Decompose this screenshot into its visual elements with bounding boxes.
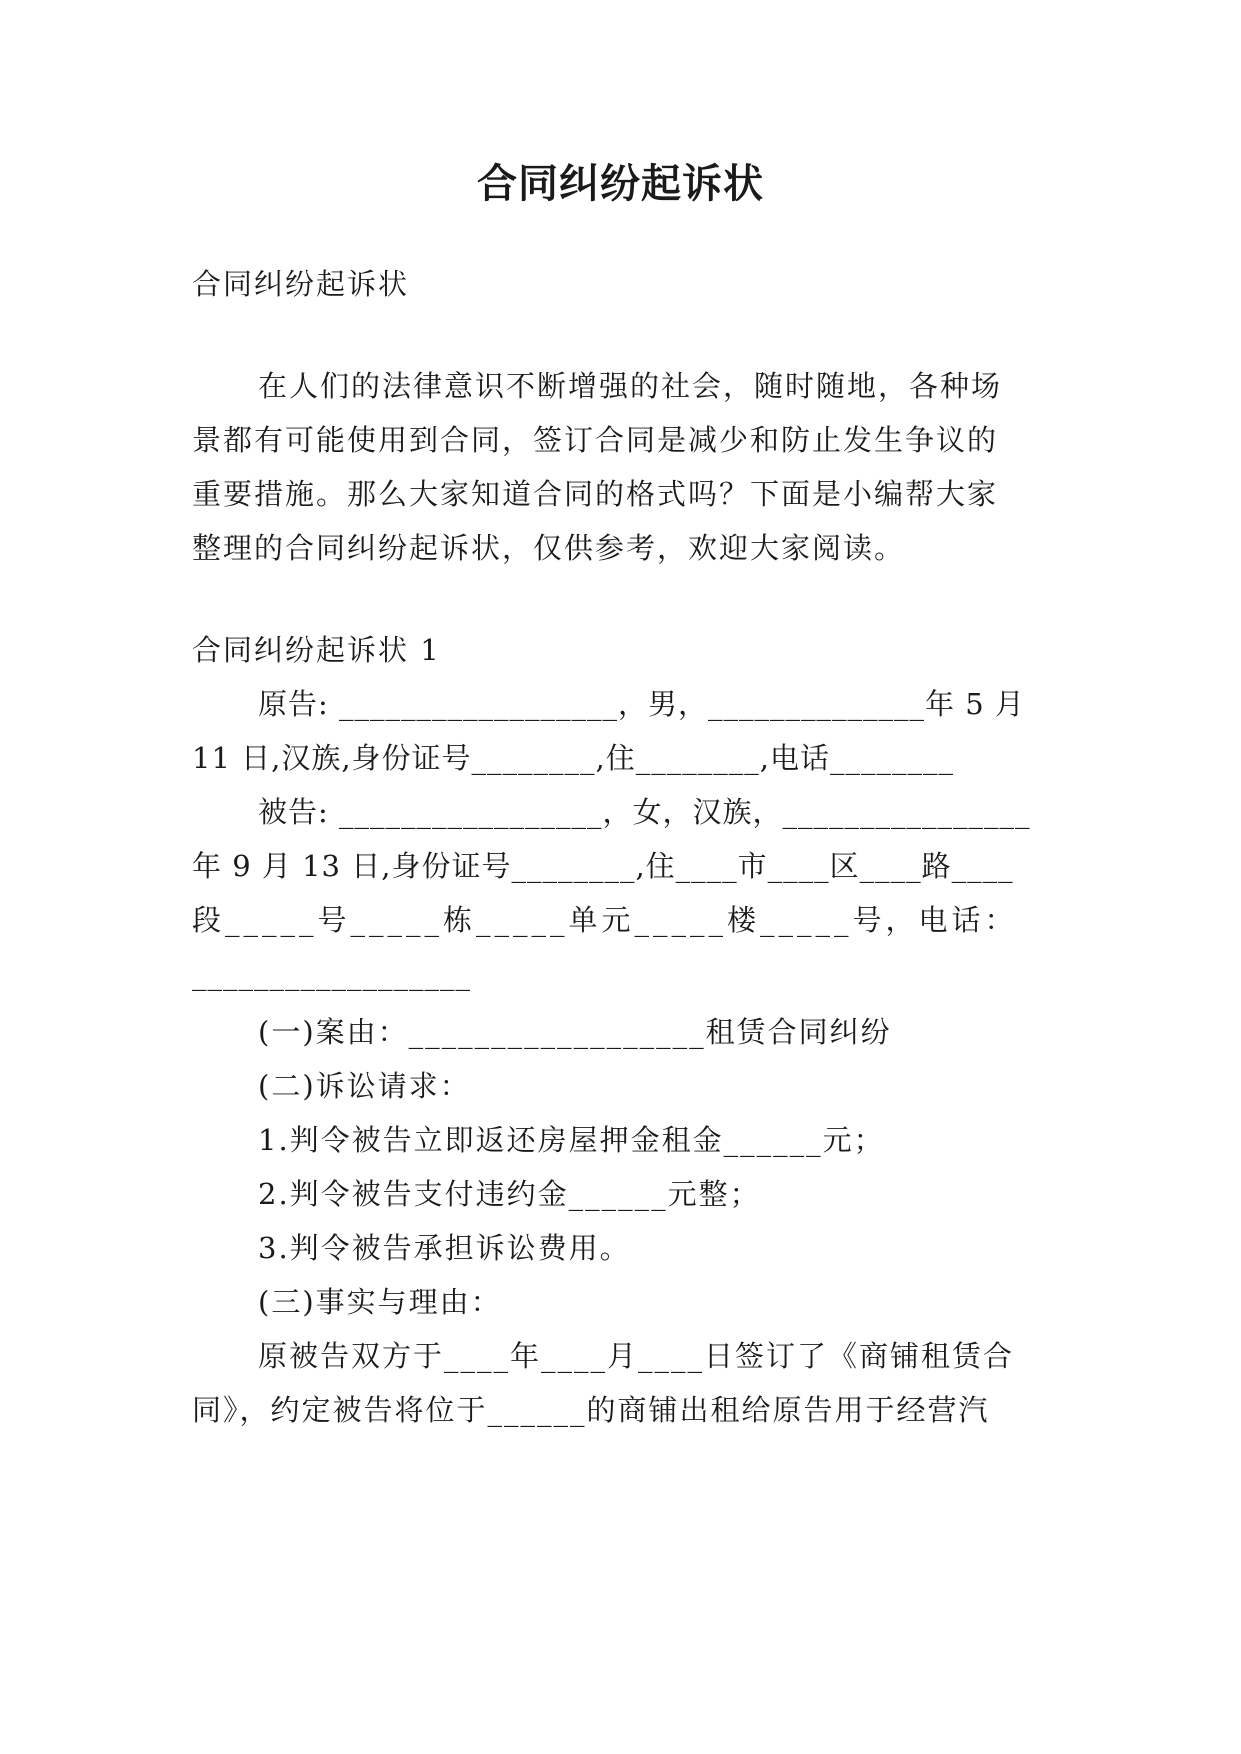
intro-line-2: 景都有可能使用到合同，签订合同是减少和防止发生争议的	[192, 423, 999, 457]
case-cause: (一)案由：__________________租赁合同纠纷	[258, 1015, 892, 1049]
claim-item-2: 2.判令被告支付违约金______元整；	[258, 1177, 761, 1211]
intro-line-1: 在人们的法律意识不断增强的社会，随时随地，各种场	[258, 369, 1003, 403]
claim-item-3: 3.判令被告承担诉讼费用。	[258, 1231, 631, 1265]
defendant-line-4: __________________	[192, 957, 471, 991]
plaintiff-line-2: 11 日,汉族,身份证号________,住________,电话________	[192, 741, 954, 775]
plaintiff-line-1: 原告: __________________，男，______________年 5 月	[258, 687, 1025, 721]
section-heading: 合同纠纷起诉状 1	[192, 633, 441, 667]
facts-line-2: 同》，约定被告将位于______的商铺出租给原告用于经营汽	[192, 1393, 990, 1427]
document-title: 合同纠纷起诉状	[477, 161, 764, 207]
defendant-line-1: 被告: _________________，女，汉族，________________	[258, 795, 1031, 829]
document-subtitle: 合同纠纷起诉状	[192, 267, 410, 301]
intro-line-3: 重要措施。那么大家知道合同的格式吗？下面是小编帮大家	[192, 477, 999, 511]
defendant-line-3: 段_____号_____栋_____单元_____楼_____号，电话：	[192, 903, 1018, 937]
defendant-line-2: 年 9 月 13 日,身份证号________,住____市____区____路____	[192, 849, 1014, 883]
claims-heading: (二)诉讼请求：	[258, 1069, 471, 1103]
facts-heading: (三)事实与理由：	[258, 1285, 502, 1319]
facts-line-1: 原被告双方于____年____月____日签订了《商铺租赁合	[258, 1339, 1015, 1373]
claim-item-1: 1.判令被告立即返还房屋押金租金______元；	[258, 1123, 885, 1157]
intro-line-4: 整理的合同纠纷起诉状，仅供参考，欢迎大家阅读。	[192, 531, 906, 565]
